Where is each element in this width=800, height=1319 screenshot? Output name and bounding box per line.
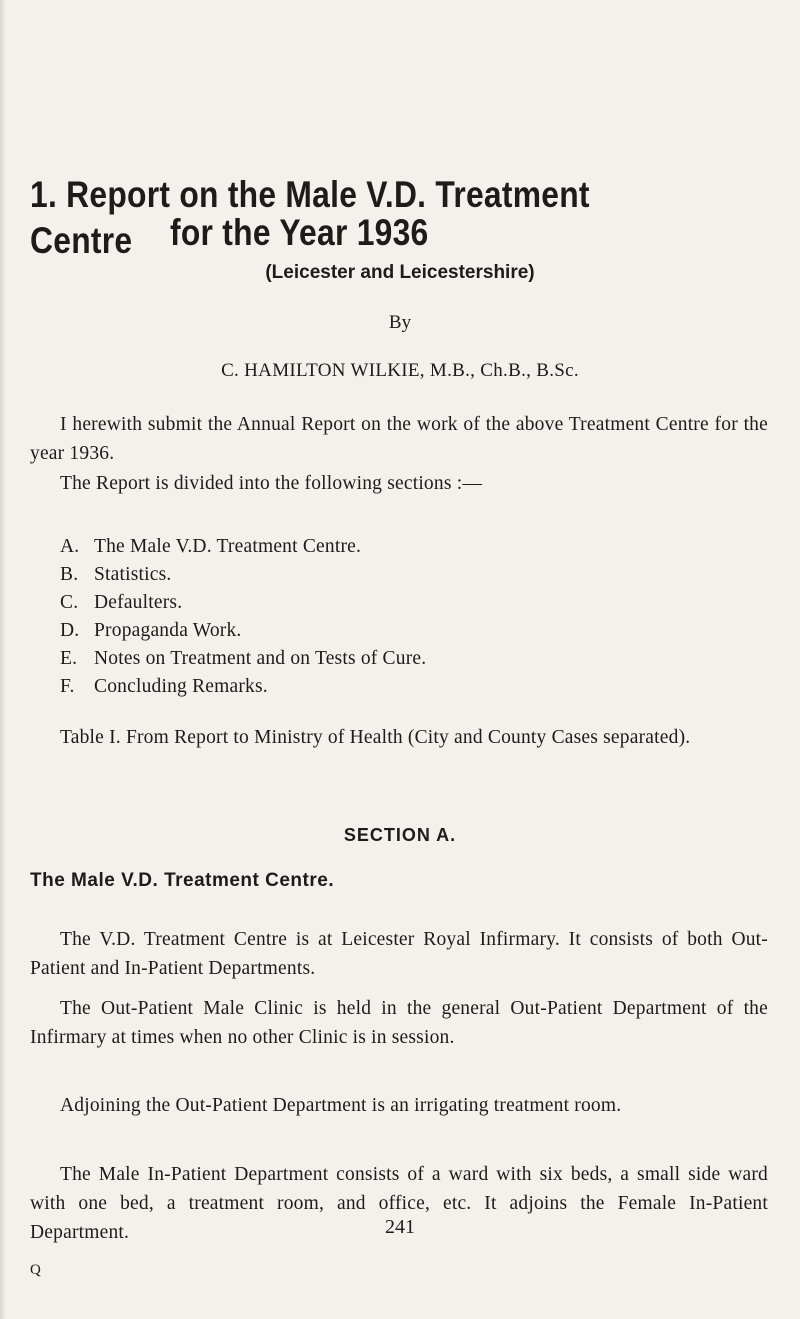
body-paragraph-1: The V.D. Treatment Centre is at Leicester Royal Infirmary. It consists of both Out-Patient and In-Patient Departments.	[30, 929, 768, 979]
report-subtitle: (Leicester and Leicestershire)	[265, 262, 535, 283]
section-list-item-d	[60, 617, 242, 645]
section-letter: C.	[60, 592, 79, 613]
page-edge-shadow	[0, 0, 6, 1319]
author-name: C. HAMILTON WILKIE, M.B., Ch.B., B.Sc.	[221, 360, 579, 381]
body-paragraph-2: The Out-Patient Male Clinic is held in the general Out-Patient Department of the Infirmary at times when no other Clinic is in session.	[30, 998, 768, 1048]
section-letter: E.	[60, 648, 78, 669]
section-list-item-c	[60, 589, 182, 617]
body-paragraph-4: The Male In-Patient Department consists of a ward with six beds, a small side ward with one bed, a treatment room, and office, etc. It adjoins the Female In-Patient Department.	[30, 1164, 768, 1243]
section-label: The Male V.D. Treatment Centre.	[94, 536, 362, 557]
page-number: 241	[385, 1216, 415, 1238]
section-letter: F.	[60, 676, 75, 697]
section-subheading: The Male V.D. Treatment Centre.	[30, 870, 335, 891]
section-label: Statistics.	[94, 564, 172, 585]
table-note: Table I. From Report to Ministry of Health (City and County Cases separated).	[60, 727, 691, 748]
section-list-item-e	[60, 645, 426, 673]
section-label: Notes on Treatment and on Tests of Cure.	[94, 648, 427, 669]
section-letter: B.	[60, 564, 79, 585]
section-list-item-a	[60, 533, 361, 561]
report-title-line-1: 1. Report on the Male V.D. Treatment Centre	[30, 174, 590, 261]
signature-mark: Q	[30, 1262, 41, 1278]
section-label: Propaganda Work.	[94, 620, 242, 641]
section-list-item-f	[60, 673, 268, 701]
section-letter: D.	[60, 620, 80, 641]
section-letter: A.	[60, 536, 80, 557]
by-line: By	[388, 312, 412, 333]
intro-paragraph: I herewith submit the Annual Report on the work of the above Treatment Centre for the year 1936.	[30, 414, 768, 464]
sections-intro: The Report is divided into the following sections :—	[60, 473, 483, 494]
report-title-line-2: for the Year 1936	[170, 212, 429, 253]
section-label: Concluding Remarks.	[94, 676, 268, 697]
section-heading: SECTION A.	[343, 825, 457, 845]
body-paragraph-3: Adjoining the Out-Patient Department is an irrigating treatment room.	[60, 1095, 622, 1116]
section-list-item-b	[60, 561, 172, 589]
section-label: Defaulters.	[94, 592, 183, 613]
